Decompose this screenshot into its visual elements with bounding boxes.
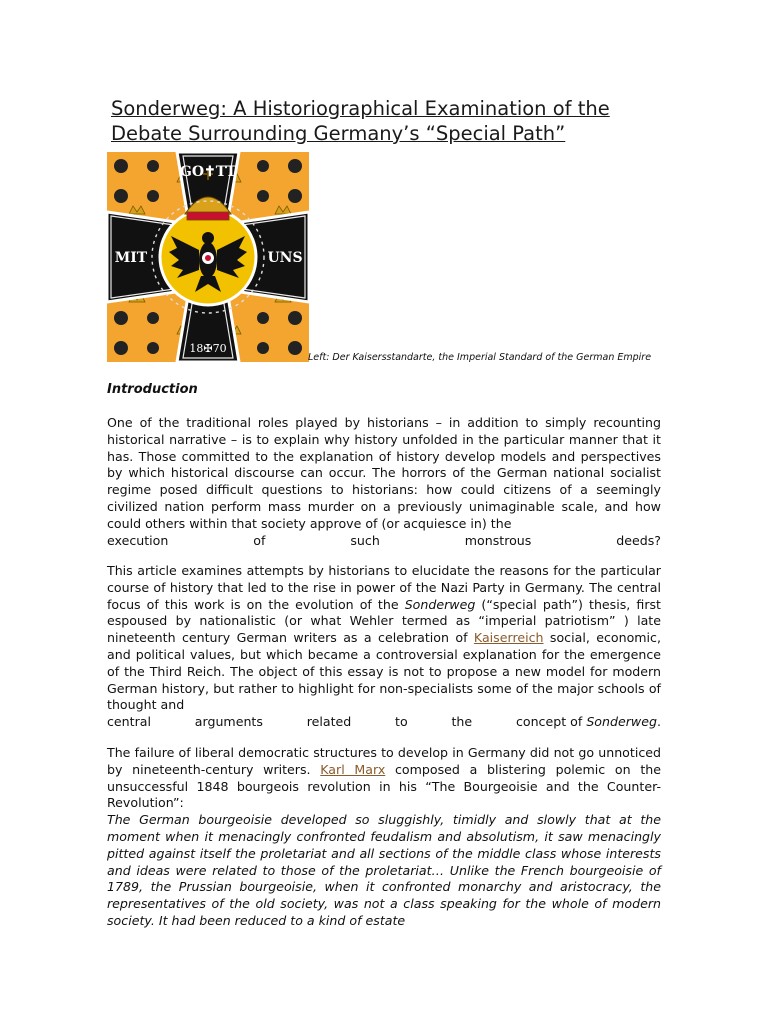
marx-quote: The German bourgeoisie developed so sluggishly, timidly and slowly that at the moment when it menacingly confronted feudalism and absolutism, it saw menacingly pitted against itself the proletariat and all sections of the middle class whose interests and ideas were related to those of the proletariat… Unlike the French bourgeoisie of 1789, the Prussian bourgeoisie, when it confronted monarchy and aristocracy, the representatives of the old society, was not a class speaking for the whole of modern society. It had been reduced to a kind of estate xyxy=(107,812,661,928)
image-caption: Left: Der Kaisersstandarte, the Imperial Standard of the German Empire xyxy=(308,352,652,363)
flag-text-mit: MIT xyxy=(114,250,148,266)
paragraph-2-last-line: central arguments related to the concept of Sonderweg. xyxy=(107,714,661,730)
paragraph-1-last-line: execution of such monstrous deeds? xyxy=(107,532,661,548)
section-heading: Introduction xyxy=(107,382,198,397)
page-title xyxy=(111,96,671,146)
paragraph-2: This article examines attempts by historians to elucidate the reasons for the particular course of history that led to the rise in power of the Nazi Party in Germany. The central focus of this work is on the evolution of the Sonderweg (“special path”) thesis, first espoused by nationalistic (or what Wehler termed as “imperial patriotism” ) late nineteenth century German writers as a celebration of Kaiserreich social, economic, and political values, but which became a controversial explanation for the emergence of the Third Reich. The object of this essay is not to propose a new model for modern German history, but rather to highlight for non-specialists some of the major schools of thought and central arguments related to the concept of Sonderweg. xyxy=(107,563,661,730)
paragraph-1 xyxy=(107,415,661,549)
flag-text-year: 18✠70 xyxy=(189,342,227,355)
imperial-standard-image xyxy=(107,152,309,362)
flag-text-uns: UNS xyxy=(267,250,303,266)
title-line-2: Debate Surrounding Germany’s “Special Path” xyxy=(111,122,566,145)
karl-marx-link[interactable]: Karl Marx xyxy=(320,761,386,777)
kaiserreich-link[interactable]: Kaiserreich xyxy=(473,630,544,646)
flag-text-gott: GO✝TT xyxy=(179,164,237,180)
title-line-1: Sonderweg: A Historiographical Examination of the xyxy=(111,97,610,120)
paragraph-1-text: One of the traditional roles played by historians – in addition to simply recounting historical narrative – is to explain why history unfolded in the particular manner that it has. Those committed to the explanation of history develop models and perspectives by which historical discourse can occur. The horrors of the German national socialist regime posed difficult questions to historians: how could citizens of a seemingly civilized nation perform mass murder on a previously unimaginable scale, and how could others within that society approve of (or acquiesce in) the xyxy=(107,415,661,531)
paragraph-3: The failure of liberal democratic structures to develop in Germany did not go unnoticed by nineteenth-century writers. Karl Marx composed a blistering polemic on the unsuccessful 1848 bourgeois revolution in his “The Bourgeoisie and the Counter-Revolution”: The German bourgeoisie developed so sluggishly, timidly and slowly that at the moment when it menacingly confronted feudalism and absolutism, it saw menacingly pitted against itself the proletariat and all sections of the middle class whose interests and ideas were related to those of the proletariat… Unlike the French bourgeoisie of 1789, the Prussian bourgeoisie, when it confronted monarchy and aristocracy, the representatives of the old society, was not a class speaking for the whole of modern society. It had been reduced to a kind of estate xyxy=(107,745,661,928)
